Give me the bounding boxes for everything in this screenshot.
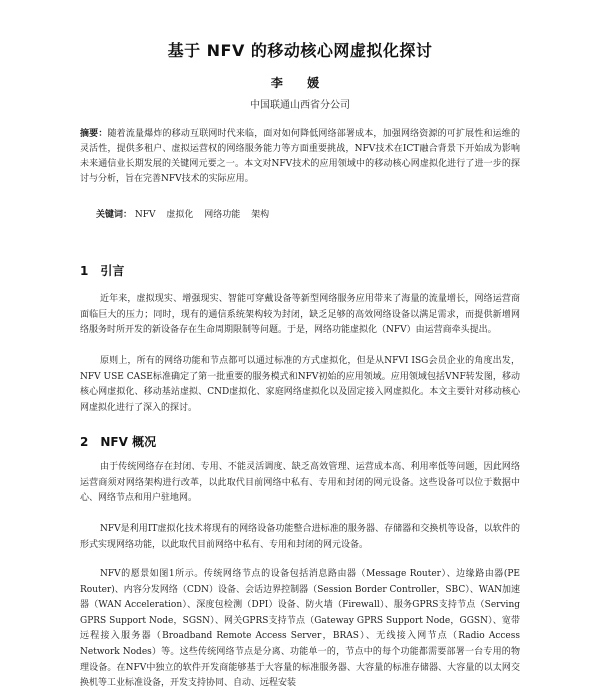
paragraph: 近年来，虚拟现实、增强现实、智能可穿戴设备等新型网络服务应用带来了海量的流量增长，网络运营商面临巨大的压力；同时，现有的通信系统架构较为封闭，缺乏足够的高效网络设备以满足需求，而提供新增网络服务时所开发的新设备存在生命周期限制等问题。于是，网络功能虚拟化（NFV）由运营商牵头提出。	[80, 294, 520, 336]
abstract	[80, 127, 520, 187]
abstract-text: 随着流量爆炸的移动互联网时代来临，面对如何降低网络部署成本，加强网络资源的可扩展性和运维的灵活性，提供多租户、虚拟运营权的网络服务能力等方面重要挑战，NFV技术在ICT融合背景下开始成为影响未来通信业长期发展的关键网元要之一。本文对NFV技术的应用领域中的移动核心网虚拟化进行了进一步的探讨与分析，旨在完善NFV技术的实际应用。	[80, 129, 520, 184]
section-title: 引言	[100, 264, 125, 278]
section-heading-introduction	[80, 262, 124, 279]
keyword: 虚拟化	[166, 210, 194, 220]
abstract-label: 摘要：	[80, 129, 108, 139]
paragraph: 由于传统网络存在封闭、专用、不能灵活调度、缺乏高效管理、运营成本高、利用率低等问题，因此网络运营商须对网络架构进行改革，以此取代目前网络中私有、专用和封闭的网元设备。这些设备可以位于数据中心、网络节点和用户驻地网。	[80, 462, 520, 504]
paragraph: NFV的愿景如图1所示。传统网络节点的设备包括消息路由器（Message Router）、边缘路由器(PE Router)、内容分发网络（CDN）设备、会话边界控制器（Session Border Controller，SBC）、WAN加速器（WAN Acceleration）、深度包检测（DPI）设备、防火墙（Firewall）、服务GPRS支持节点（Serving GPRS Support Node，SGSN）、网关GPRS支持节点（Gateway GPRS Support Node，GGSN）、宽带远程接入服务器（Broadband Remote Access Server，BRAS）、无线接入网节点（Radio Access Network Nodes）等。这些传统网络节点是分离、功能单一的，节点中的每个功能都需要部署一台专用的物理设备。在NFV中独立的软件开发商能够基于大容量的标准服务器、大容量的标准存储器、大容量的以太网交换机等工业标准设备，开发支持协同、自动、远程安装	[80, 569, 520, 689]
keywords	[96, 207, 516, 220]
keywords-label: 关键词：	[96, 210, 133, 220]
section-title: NFV 概况	[100, 435, 157, 449]
keyword: 网络功能	[204, 210, 241, 220]
author-name: 李 媛	[270, 76, 330, 90]
keyword: 架构	[251, 210, 270, 220]
section-number: 1	[80, 264, 89, 278]
paragraph: NFV是利用IT虚拟化技术将现有的网络设备功能整合进标准的服务器、存储器和交换机等设备，以软件的形式实现网络功能，以此取代目前网络中私有、专用和封闭的网元设备。	[80, 524, 520, 550]
paper-title: 基于 NFV 的移动核心网虚拟化探讨	[167, 41, 433, 60]
section-number: 2	[80, 435, 89, 449]
section-heading-nfv-overview	[80, 433, 156, 450]
author-affiliation: 中国联通山西省分公司	[250, 100, 350, 111]
keyword: NFV	[134, 210, 156, 220]
paragraph: 原则上，所有的网络功能和节点都可以通过标准的方式虚拟化，但是从NFVI ISG会员企业的角度出发，NFV USE CASE标准确定了第一批重要的服务模式和NFV初始的应用领域。应用领域包括VNF转发图，移动核心网虚拟化、移动基站虚拟、CND虚拟化、家庭网络虚拟化以及固定接入网虚拟化。本文主要针对移动核心网虚拟化进行了深入的探讨。	[80, 356, 520, 413]
